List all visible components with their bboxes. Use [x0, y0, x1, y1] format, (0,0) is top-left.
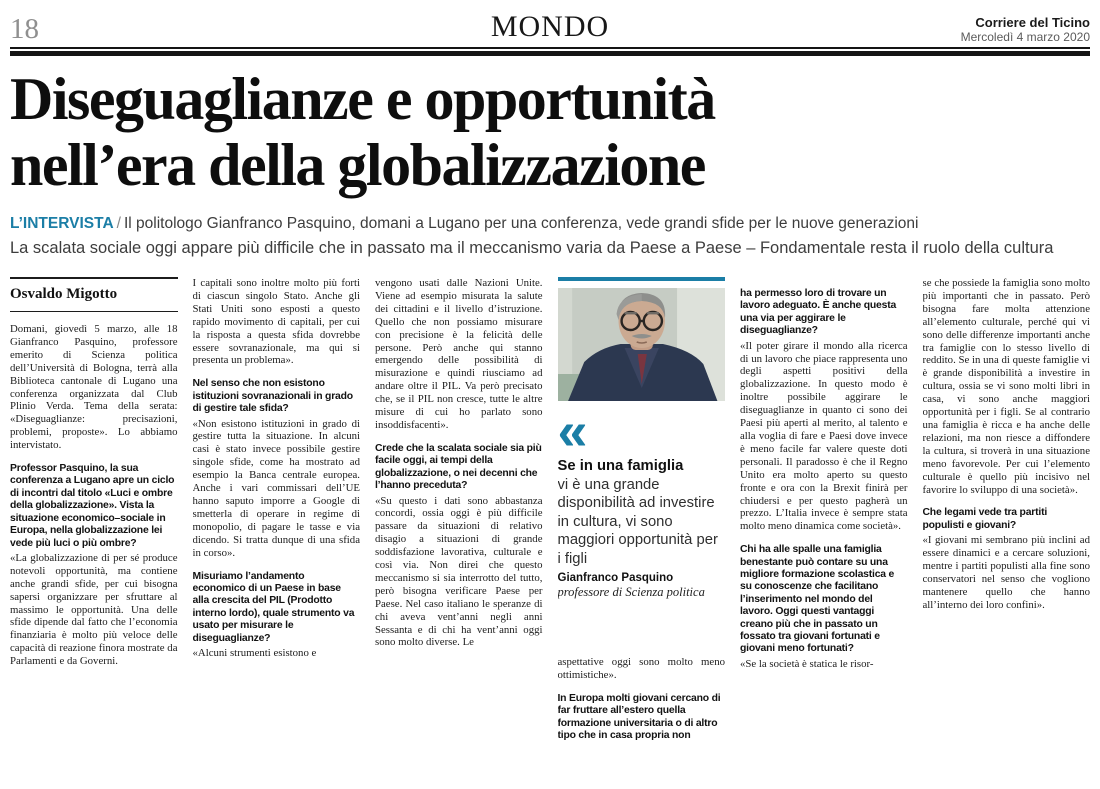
article-paragraph: se che possiede la famiglia sono molto più importanti che in passato. Però bisogna fare molta attenzione all’elemento culturale, perché qui vi sono delle differenze importanti anche tra famiglie con lo stesso livello di reddito. Se in una di queste famiglie vi è grande disponibilità a investire in cultura, ossia se vi sono molti libri in casa, vi sono anche maggiori opportunità per i figli. Se al contrario una famiglia è ricca e ha anche delle relazioni, ma non riesce a diffondere la cultura, si troverà in una situazione meno favorevole. Per cui l’elemento culturale è quello più incisivo nel favorire lo sviluppo di una società». [922, 277, 1090, 496]
article-paragraph: «Su questo i dati sono abbastanza concordi, ossia oggi è più difficile passare da situazioni di relativo disagio a situazioni di grande soddisfazione lavorativa, culturale e così via. Non direi che questo meccanismo si sia interrotto del tutto, però bisogna verificare Paese per Paese. Nel caso italiano le speranze di chi aveva vent’anni negli anni Sessanta e di chi ha vent’anni oggi sono molto diverse. Le [375, 494, 543, 649]
byline: Osvaldo Migotto [10, 285, 118, 302]
section-title: MONDO [490, 10, 610, 43]
byline-spacer [10, 312, 178, 323]
page-number: 18 [10, 13, 39, 45]
column-text [375, 277, 543, 649]
article-paragraph: «Se la società è statica le risor- [740, 657, 874, 670]
article-paragraph: Domani, giovedì 5 marzo, alle 18 Gianfranco Pasquino, professore emerito di Scienza politica dell’Università di Bologna, terrà alla Biblioteca cantonale di Lugano una conferenza organizzata dal Club Plinio Verda. Tema della serata: «Diseguaglianze: precisazioni, problemi, proposte». Lo abbiamo intervistato. [10, 323, 178, 452]
page-header [10, 10, 1090, 44]
column-text [740, 288, 908, 671]
masthead: Corriere del Ticino [975, 15, 1090, 30]
kicker-separator: / [116, 215, 121, 232]
quote-mark-icon: « [557, 401, 585, 461]
article-paragraph: aspettative oggi sono molto meno ottimistiche». [557, 656, 725, 681]
column-text [923, 277, 1091, 612]
article-column-2 [193, 277, 361, 755]
interview-question: Professor Pasquino, la sua conferenza a Lugano apre un ciclo di incontri dal titolo «Luci e ombre della globalizzazione». Vista la situazione economico–sociale in Europa, nella globalizzazione lei vede più luci o più ombre? [10, 463, 175, 549]
article-column-6 [923, 277, 1091, 755]
article-paragraph: vengono usati dalle Nazioni Unite. Viene ad esempio misurata la salute dei cittadini e il livello d’istruzione. Quello che non possiamo misurare con precisione è la felicità delle persone. Però anche qui stanno emergendo delle possibilità di misurazione e quindi riusciamo ad andare oltre il PIL. Va però precisato che, se il PIL non cresce, tutte le altre misure di cui ho parlato sono insoddisfacenti». [375, 277, 543, 431]
accent-rule [558, 277, 726, 281]
header-rule-thick [10, 51, 1090, 56]
article-column-3 [375, 277, 543, 755]
headline-line-2: nell’era della globalizzazione [10, 132, 705, 198]
interview-question: ha permesso loro di trovare un lavoro adeguato. È anche questa una via per aggirare le diseguaglianze? [740, 288, 897, 337]
interview-question: Chi ha alle spalle una famiglia benestante può contare su una migliore formazione scolastica e su conoscenze che facilitano l’inserimento nel mondo del lavoro. Oggi questi vantaggi creano più che in passato un fossato tra giovani fortunati e giovani meno fortunati? [740, 544, 895, 655]
pullquote [558, 457, 726, 568]
column-text [558, 656, 726, 742]
pullquote-role: professore di Scienza politica [557, 585, 705, 599]
portrait-photo [558, 288, 726, 401]
article-column-5 [740, 277, 908, 755]
article-paragraph: «Il poter girare il mondo alla ricerca di un lavoro che piace rappresenta uno degli aspetti positivi della globalizzazione. In questo modo è inoltre possibile aggirare le diseguaglianze in quanto ci sono dei Paesi più aperti al merito, al talento e alla voglia di fare e Paesi dove invece è meno facile far valere queste doti personali. Il paradosso è che il Regno Unito era molto aperto su questo fronte e ora con la Brexit finirà per chiudersi e per questo pagherà un prezzo. L’Italia invece è sempre stata molto meno dinamica come società». [740, 339, 908, 533]
interview-question: Misuriamo l’andamento economico di un Paese in base alla crescita del PIL (Prodotto interno lordo), quale strumento va usato per misurare le diseguaglianze? [192, 570, 355, 644]
kicker-text: Il politologo Gianfranco Pasquino, domani a Lugano per una conferenza, vede grandi sfide per le nuove generazioni [123, 215, 919, 232]
pullquote-author: Gianfranco Pasquino [557, 572, 674, 584]
pullquote-lead: Se in una famiglia [557, 458, 684, 474]
pullquote-text: vi è una grande disponibilità ad investire in cultura, vi sono maggiori opportunità per i figli [557, 476, 718, 567]
interview-question: Nel senso che non esistono istituzioni sovranazionali in grado di gestire tale sfida? [192, 378, 353, 415]
issue-date: Mercoledì 4 marzo 2020 [960, 30, 1090, 44]
kicker [10, 214, 1090, 234]
deck: La scalata sociale oggi appare più difficile che in passato ma il meccanismo varia da Paese a Paese – Fondamentale resta il ruolo della cultura [10, 239, 1054, 257]
article-headline [10, 66, 1090, 198]
interview-question: In Europa molti giovani cercano di far fruttare all’estero quella formazione universitaria o di altro tipo che in casa propria non [557, 692, 721, 742]
article-paragraph: «Non esistono istituzioni in grado di gestire tutta la situazione. In alcuni casi è stato invece possibile gestire singole sfide, come ha mostrato ad esempio la Banca centrale europea. Anche i vari commissari dell’UE hanno saputo imporre a Google di smetterla di operare in regime di monopolio, di pagare le tasse e via dicendo. Si tratta dunque di una sfida in corso». [192, 417, 360, 559]
column-text [10, 323, 178, 668]
interview-question: Che legami vede tra partiti populisti e giovani? [922, 507, 1048, 531]
headline-line-1: Diseguaglianze e opportunità [10, 66, 715, 132]
article-paragraph: I capitali sono inoltre molto più forti di ciascun singolo Stato. Anche gli Stati Uniti sono esposti a questo rapido movimento di capitali, per cui la risposta a questa sfida dovrebbe essere sovranazionale, ma qui si presenta un problema». [192, 277, 360, 367]
header-rule-thin [10, 47, 1090, 49]
masthead-block [961, 15, 1090, 44]
kicker-label: L’INTERVISTA [10, 215, 114, 232]
article-body [10, 277, 1090, 755]
article-paragraph: «I giovani mi sembrano più inclini ad essere dinamici e a cercare soluzioni, mentre i partiti populisti alla fine sono conservatori nel senso che vogliono mantenere quello che hanno all’interno dei loro confini». [922, 534, 1090, 611]
article-paragraph: «La globalizzazione di per sé produce notevoli opportunità, ma contiene anche grandi sfide, per cui bisogna sapersi organizzare per sfruttare al massimo le opportunità. Una delle sfide dipende dal fatto che l’economia finanziaria è molto più veloce delle capacità di reazione finora mostrate da Parlamenti e da Governi. [10, 551, 178, 668]
article-paragraph: «Alcuni strumenti esistono e [192, 646, 317, 659]
article-column-4 [558, 277, 726, 755]
article-column-1 [10, 277, 178, 755]
column-text [193, 277, 361, 660]
interview-question: Crede che la scalata sociale sia più facile oggi, ai tempi della globalizzazione, o nei decenni che l’hanno preceduta? [375, 442, 542, 492]
